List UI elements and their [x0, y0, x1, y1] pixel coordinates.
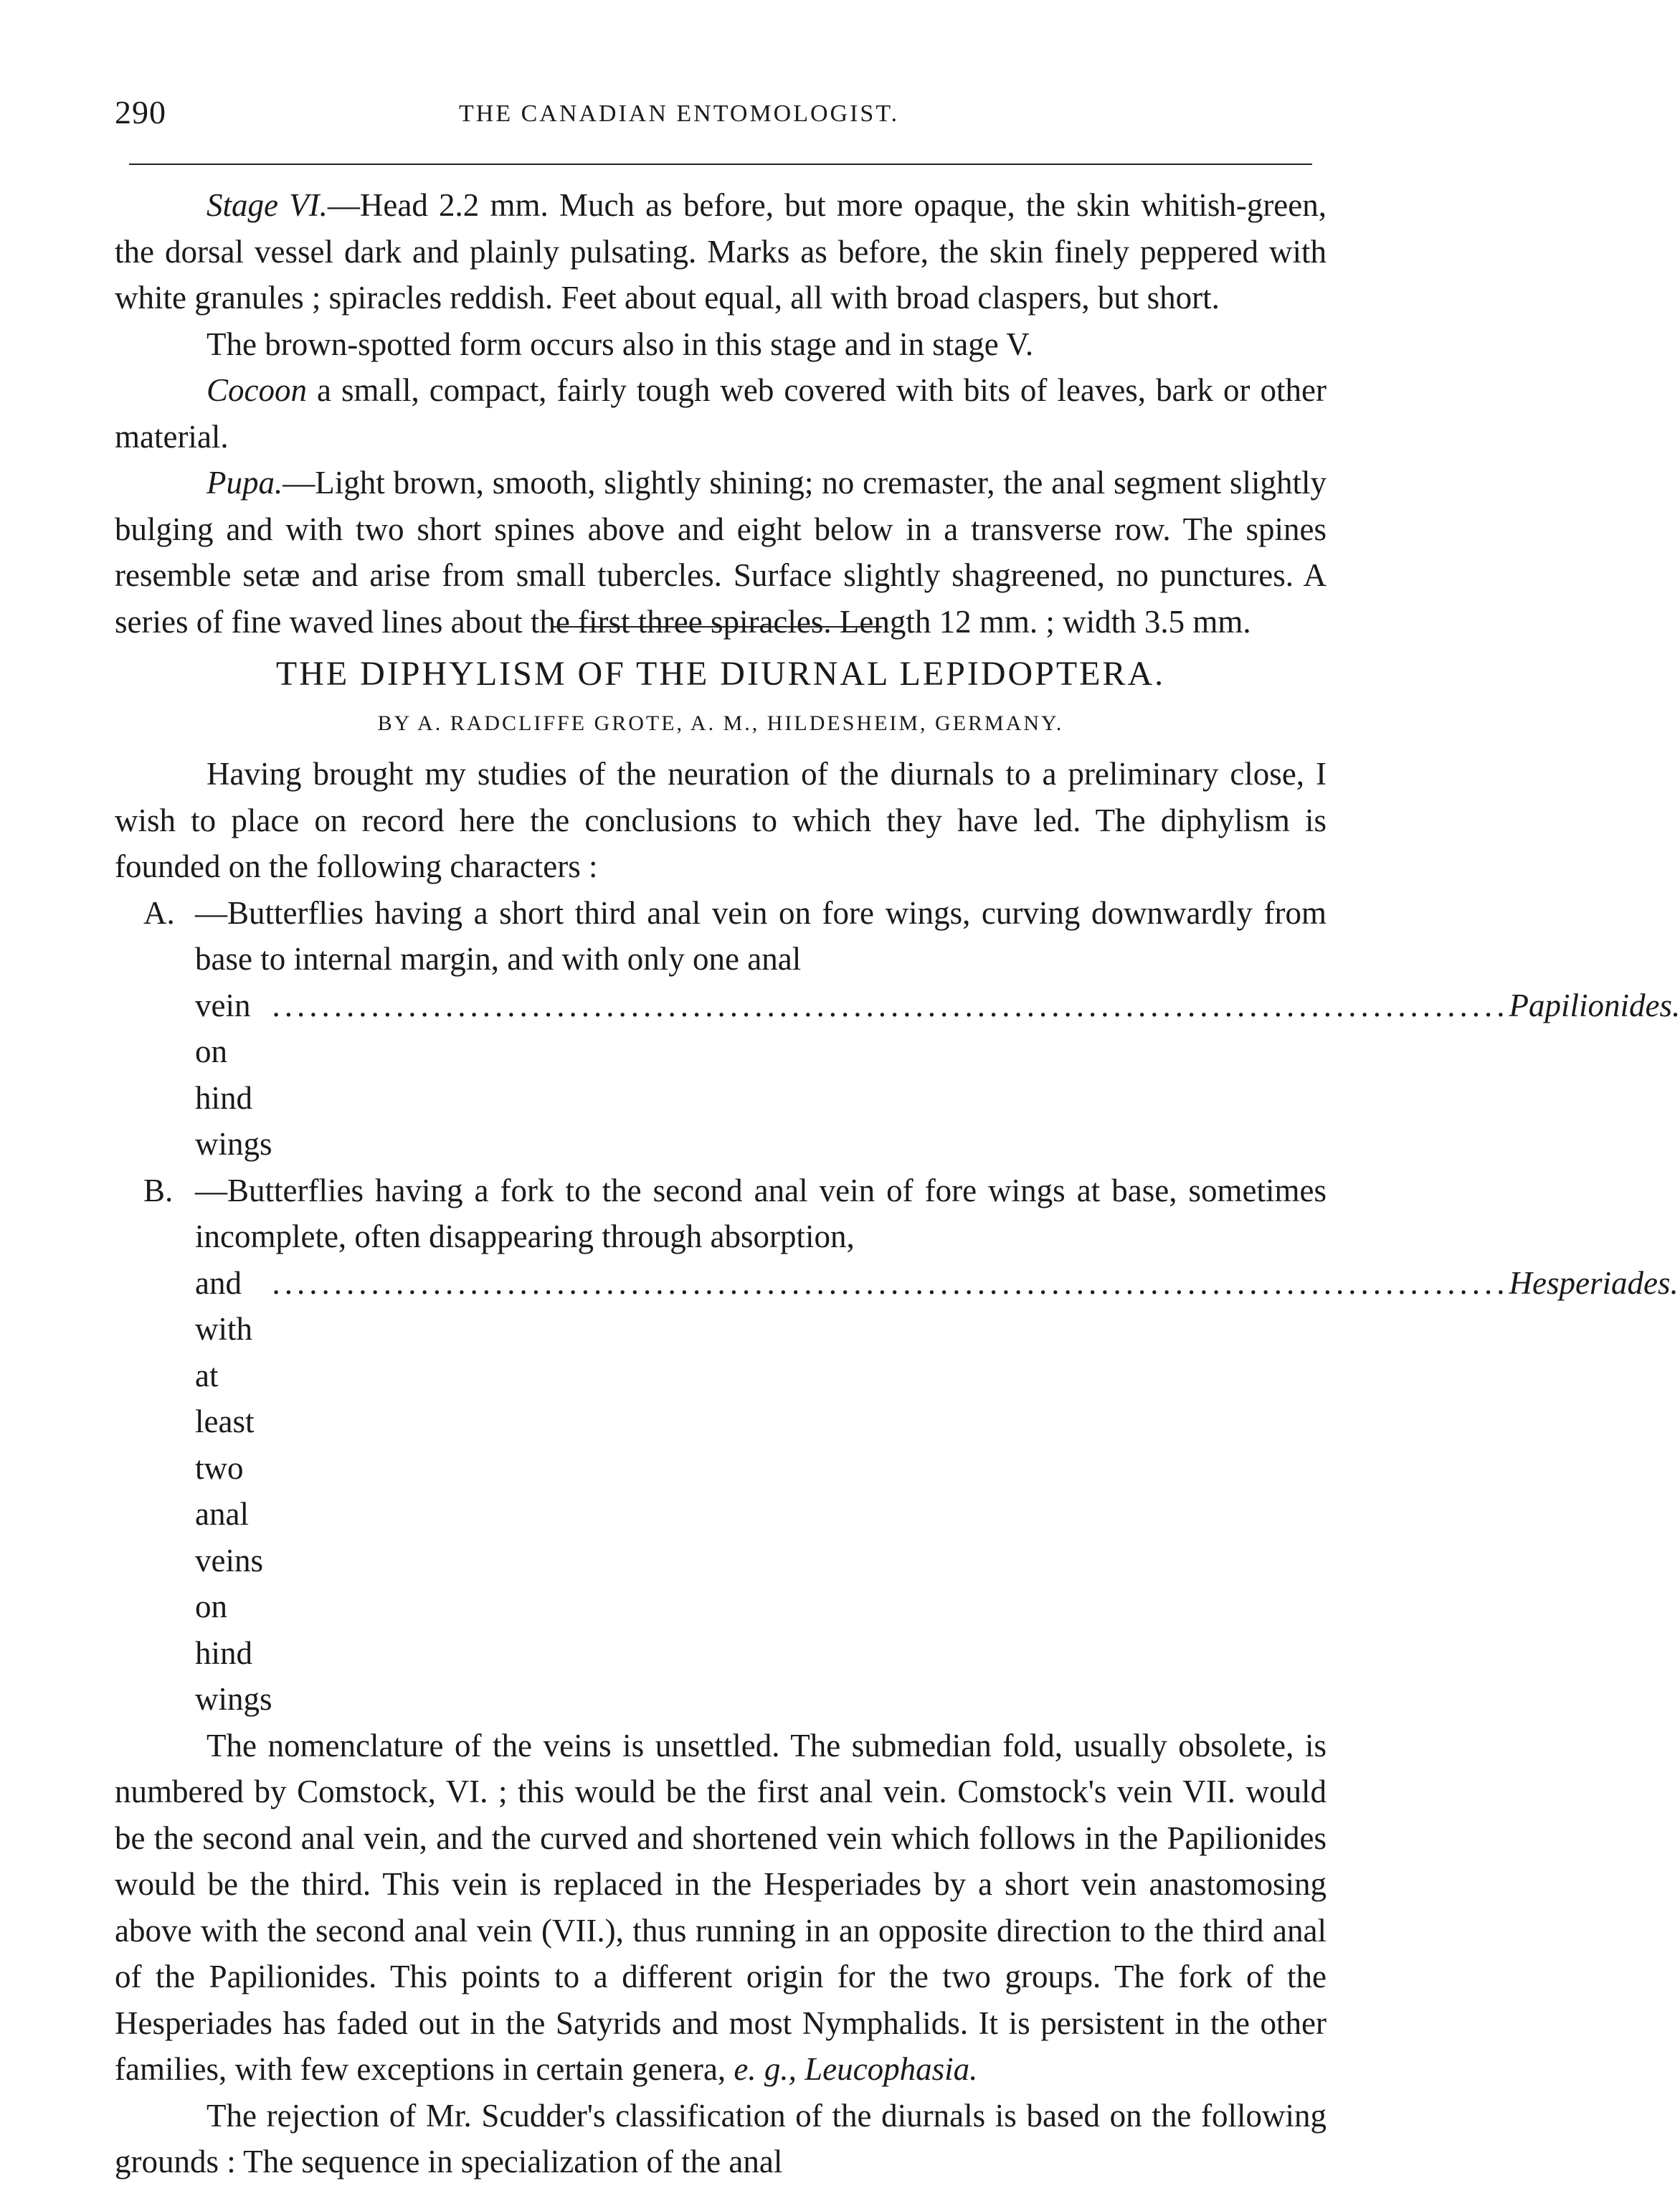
page-number: 290: [115, 94, 166, 131]
intro-paragraph: Having brought my studies of the neuration of the diurnals to a preliminary close, I wish to place on record here the conclusions to which they have led. The diphylism is founded on the following characters :: [115, 756, 1327, 884]
genus-name: Leucophasia.: [805, 2051, 978, 2087]
nomenclature-paragraph: [115, 1723, 1327, 2093]
stage6-paragraph: [115, 182, 1327, 321]
stage6-text: —Head 2.2 mm. Much as before, but more opaque, the skin whitish-green, the dorsal vessel dark and plainly pulsating. Marks as before, the skin finely peppered with white granules ; spiracles reddish. Feet about equal, all with broad claspers, but short.: [115, 187, 1327, 316]
brown-spotted-paragraph: The brown-spotted form occurs also in this stage and in stage V.: [207, 326, 1034, 362]
cocoon-paragraph: [115, 367, 1327, 460]
item-a-text: —Butterflies having a short third anal vein on fore wings, curving downwardly from base to internal margin, and with only one anal: [195, 894, 1327, 977]
pupa-label: Pupa.: [207, 465, 283, 501]
rejection-paragraph: The rejection of Mr. Scudder's classification of the diurnals is based on the following grounds : The sequence in specialization of the anal: [115, 2097, 1327, 2180]
character-item-b: [115, 1168, 1679, 1723]
page-header: [115, 93, 1327, 143]
item-b-leader-line: [195, 1260, 1679, 1723]
character-item-a: [115, 890, 1680, 1168]
page: [115, 93, 1680, 2185]
item-b-dot-leader: ....................................................................................................: [272, 1264, 1509, 1301]
item-a-leader-line: [195, 983, 1680, 1168]
cocoon-text: a small, compact, fairly tough web covered with bits of leaves, bark or other material.: [115, 372, 1327, 455]
item-a-lead-text: vein on hind wings: [195, 987, 272, 1162]
pupa-paragraph: [115, 460, 1327, 645]
stage6-label: Stage VI.: [207, 187, 328, 223]
item-a-group: Papilionides.: [1509, 987, 1680, 1023]
nomenclature-text: The nomenclature of the veins is unsettled. The submedian fold, usually obsolete, is numbered by Comstock, VI. ; this would be the first anal vein. Comstock's vein VII. would be the second anal vein, and the curved and shortened vein which follows in the Papilionides would be the third. This vein is replaced in the Hesperiades by a short vein anastomosing above with the second anal vein (VII.), thus running in an opposite direction to the third anal of the Papilionides. This points to a different origin for the two groups. The fork of the Hesperiades has faded out in the Satyrids and most Nymphalids. It is persistent in the other families, with few exceptions in certain genera,: [115, 1727, 1327, 2087]
pupa-text: —Light brown, smooth, slightly shining; no cremaster, the anal segment slightly bulging and with two short spines above and eight below in a transverse row. The spines resemble setæ and arise from small tubercles. Surface slightly shagreened, no punctures. A series of fine waved lines about the first three spiracles. Length 12 mm. ; width 3.5 mm.: [115, 465, 1327, 640]
item-b-lead-text: and with at least two anal veins on hind wings: [195, 1264, 272, 1717]
item-b-text: —Butterflies having a fork to the second anal vein of fore wings at base, sometimes incomplete, often disappearing through absorption,: [195, 1172, 1327, 1254]
item-b-group: Hesperiades.: [1509, 1264, 1679, 1301]
running-head: THE CANADIAN ENTOMOLOGIST.: [459, 100, 900, 127]
item-b-label: B.: [143, 1172, 174, 1208]
item-a-label: A.: [143, 894, 175, 931]
eg-abbrev: e. g.,: [734, 2051, 797, 2087]
article-title: THE DIPHYLISM OF THE DIURNAL LEPIDOPTERA.: [275, 655, 1166, 693]
header-rule: [129, 164, 1312, 165]
article-byline: BY A. RADCLIFFE GROTE, A. M., HILDESHEIM, GERMANY.: [377, 711, 1064, 735]
cocoon-label: Cocoon: [207, 372, 307, 408]
item-a-dot-leader: ....................................................................................................: [272, 987, 1509, 1023]
